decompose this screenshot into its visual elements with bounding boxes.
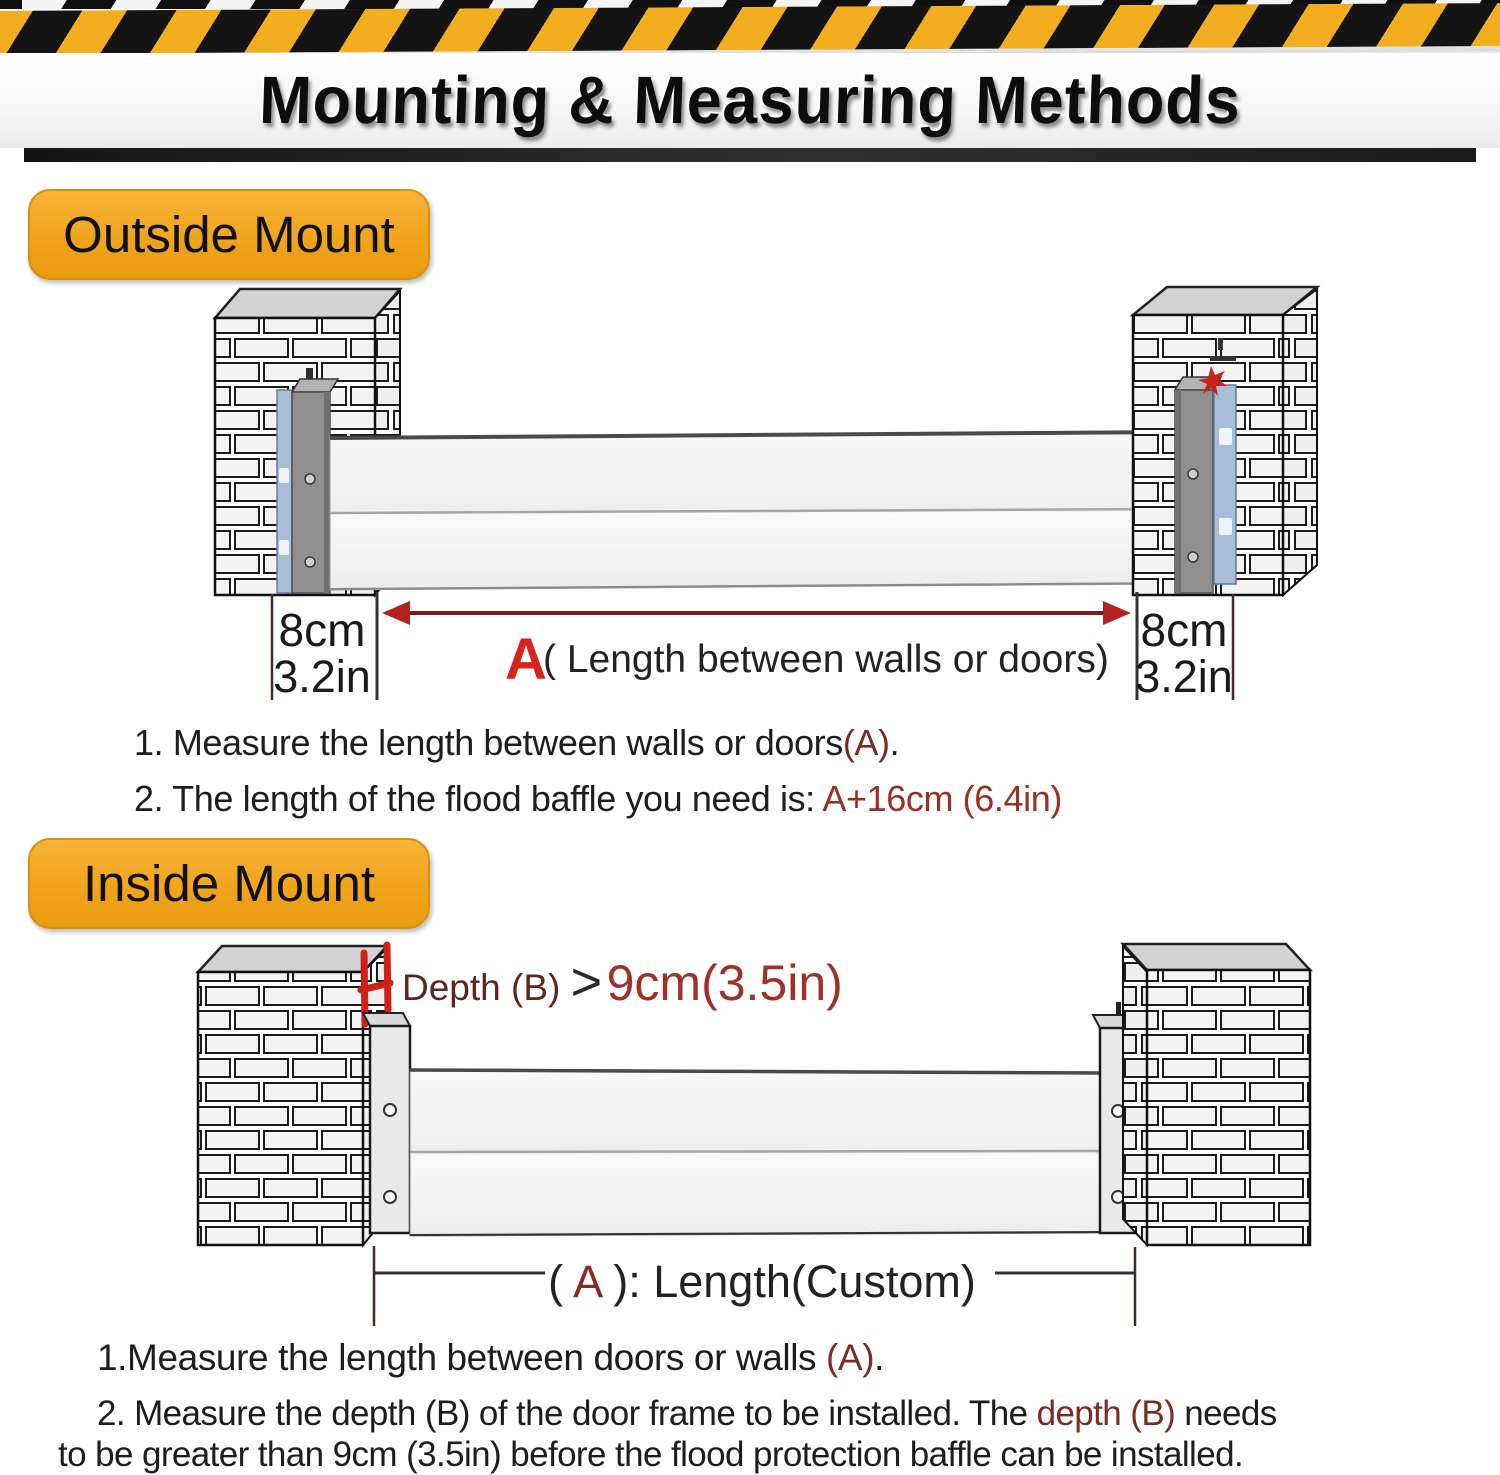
depth-annotation: Depth (B) > 9cm(3.5in) (402, 952, 843, 1012)
hazard-tape-banner (0, 3, 1500, 57)
outside-mount-diagram (0, 280, 1500, 705)
inside-step-2-highlight: depth (B) (1036, 1394, 1176, 1433)
inside-flood-baffle (410, 1069, 1100, 1236)
outside-step-1: 1. Measure the length between walls or doors(A). (134, 722, 900, 763)
inside-step-1: 1.Measure the length between doors or walls (A). (97, 1337, 885, 1378)
outside-step-2: 2. The length of the flood baffle you need is: A+16cm (6.4in) (134, 778, 1062, 819)
right-offset-in-label: 3.2in (1135, 651, 1233, 702)
inside-mount-badge-label: Inside Mount (82, 855, 375, 912)
arrowhead-left (382, 601, 410, 625)
page-title: Mounting & Measuring Methods (258, 63, 1242, 138)
drill-mark-horizontal (1210, 356, 1236, 361)
outside-left-rail (277, 368, 338, 593)
outside-flood-baffle (330, 431, 1175, 590)
outside-right-rail (1175, 366, 1236, 593)
inside-left-bracket (363, 1013, 410, 1233)
inside-step-1-highlight: (A) (826, 1337, 875, 1378)
inside-mount-badge (28, 838, 430, 929)
right-offset-cm-label: 8cm (1140, 604, 1228, 656)
left-offset-cm-label: 8cm (278, 604, 366, 656)
left-offset-in-label: 3.2in (273, 651, 371, 702)
left-seal-strip (277, 390, 292, 593)
arrowhead-right (1103, 601, 1131, 625)
inside-step-2-line-2: to be greater than 9cm (3.5in) before the flood protection baffle can be installed. (58, 1435, 1244, 1474)
title-underline-bar (24, 148, 1476, 162)
drill-mark-vertical (1218, 338, 1223, 350)
outside-mount-badge (28, 189, 430, 280)
inside-right-pillar (1123, 944, 1310, 1245)
outside-step-2-highlight: A+16cm (6.4in) (822, 778, 1062, 819)
outside-mount-badge-label: Outside Mount (63, 206, 395, 263)
dim-caption: ( Length between walls or doors) (543, 638, 1109, 681)
outside-step-1-highlight: (A) (842, 722, 890, 763)
inside-dim-label: ( A ): Length(Custom) (548, 1256, 976, 1307)
inside-step-2-line-1: 2. Measure the depth (B) of the door frame to be installed. The depth (B) needs (97, 1394, 1277, 1433)
right-seal-strip (1214, 385, 1236, 584)
inside-mount-diagram (0, 935, 1500, 1330)
dim-letter-A: A (505, 627, 547, 692)
title-plate (0, 53, 1500, 148)
